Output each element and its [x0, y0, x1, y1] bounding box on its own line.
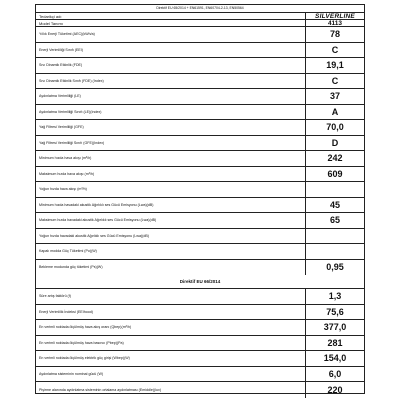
row-value: 19,1: [326, 60, 344, 71]
row-label: Minimum hızda havadaki akustik Ağırlıklı ses Gücü Emisyonu (Lwa)(dB): [36, 198, 306, 213]
table-row: [36, 382, 364, 398]
row-value: 377,0: [323, 322, 347, 333]
supplier-label: Tedarikçi adı: [36, 13, 306, 19]
row-value: 0,95: [326, 262, 344, 273]
row-value: C: [331, 44, 339, 55]
row-value: 6,0: [328, 368, 342, 379]
row-label: Yıllık Enerji Tüketimi (AEC)(kWh/a): [36, 27, 306, 42]
table-row: [36, 336, 364, 352]
row-value: A: [331, 106, 339, 117]
row-label: Yoğun hızda hava akışı (m³/h): [36, 182, 306, 197]
table-row: [36, 244, 364, 260]
row-value: [306, 229, 364, 244]
table-row: [36, 167, 364, 183]
model-value: 4113: [327, 19, 343, 27]
row-value: [306, 244, 364, 259]
row-value: 242: [327, 153, 343, 164]
row-value: 45: [329, 199, 340, 210]
row-label: Aydınlatma Verimliliği Sınıfı (LE)(Index): [36, 105, 306, 120]
row-value: 220: [327, 384, 343, 395]
row-value: 37: [329, 91, 340, 102]
row-label: Maksimum hızda hava akışı (m³/h): [36, 167, 306, 182]
row-label: Pişirme alanında aydınlatma sisteminin ortalama aydınlatması (Emiddle)(lux): [36, 382, 306, 398]
supplier-row: [36, 13, 364, 20]
row-label: Maksimum hızda havadaki akustik Ağırlıklı ses Gücü Emisyonu (Lwa)(dB): [36, 213, 306, 228]
model-label: Model Tanımı: [36, 20, 306, 26]
row-value: 1,3: [328, 291, 342, 302]
table-row: [36, 136, 364, 152]
row-label: Aydınlatma sisteminin nominal gücü (W): [36, 367, 306, 382]
row-label: En verimli noktada ölçülmüş elektrik güç girişi (Wbep)(W): [36, 351, 306, 366]
row-label: Yoğun hızda havadaki akustik Ağırlıklı ses Gücü Emisyonu (Lwa)(dB): [36, 229, 306, 244]
table-row: [36, 289, 364, 305]
table-row: [36, 367, 364, 383]
row-value: C: [331, 75, 339, 86]
supplier-brand: SILVERLINE: [315, 12, 355, 20]
row-label: Sıvı Dinamik Etkinlik Sınıfı (FDE) (Index): [36, 74, 306, 89]
row-label: Yağ Filtresi Verimliliği Sınıfı (GFE)(Index): [36, 136, 306, 151]
row-label: Kapalı modda Güç Tüketimi (Po)(W): [36, 244, 306, 259]
table-row: [36, 89, 364, 105]
row-label: Bekleme modunda güç tüketimi (Ps)(W): [36, 260, 306, 276]
table-row: [36, 58, 364, 74]
row-value: [306, 182, 364, 197]
table-row: [36, 198, 364, 214]
directive-65-rows: [36, 27, 364, 275]
table-row: [36, 305, 364, 321]
table-row: [36, 105, 364, 121]
row-label: En verimli noktada ölçülmüş hava akış oranı (Qbep)(m³/h): [36, 320, 306, 335]
table-row: [36, 320, 364, 336]
table-row: [36, 213, 364, 229]
table-row: [36, 43, 364, 59]
table-row: [36, 351, 364, 367]
table-row: [36, 74, 364, 90]
energy-label-table: [35, 4, 365, 394]
row-value: 75,6: [326, 306, 344, 317]
model-row: [36, 20, 364, 27]
table-row: [36, 182, 364, 198]
row-label: Yağ Filtresi Verimliliği (GFE): [36, 120, 306, 135]
directive-66-section-title: Direktif EU 66/2014: [36, 275, 364, 289]
table-row: [36, 120, 364, 136]
row-value: 281: [327, 337, 343, 348]
row-label: Sıvı Dinamik Etkinlik (FDE): [36, 58, 306, 73]
table-row: [36, 151, 364, 167]
row-label: Aydınlatma Verimliliği (LE): [36, 89, 306, 104]
directive-header: Direktif EU 65/2014 + EN61591, EN60704-2-13, EN50564: [36, 5, 364, 13]
row-value: 609: [327, 168, 343, 179]
row-label: Enerji Verimlilik İndeksi (EEIhood): [36, 305, 306, 320]
row-label: En verimli noktada ölçülmüş hava basıncı (Pbep)(Pa): [36, 336, 306, 351]
row-value: 65: [329, 215, 340, 226]
directive-66-rows: [36, 289, 364, 398]
row-value: 78: [329, 29, 340, 40]
row-label: Süre artış faktörü (f): [36, 289, 306, 304]
table-row: [36, 260, 364, 276]
table-row: [36, 229, 364, 245]
row-value: 70,0: [326, 122, 344, 133]
row-label: Minimum hızda hava akışı (m³/h): [36, 151, 306, 166]
row-label: Enerji Verimliliği Sınıfı (EEI): [36, 43, 306, 58]
row-value: D: [331, 137, 339, 148]
row-value: 154,0: [323, 353, 347, 364]
table-row: [36, 27, 364, 43]
